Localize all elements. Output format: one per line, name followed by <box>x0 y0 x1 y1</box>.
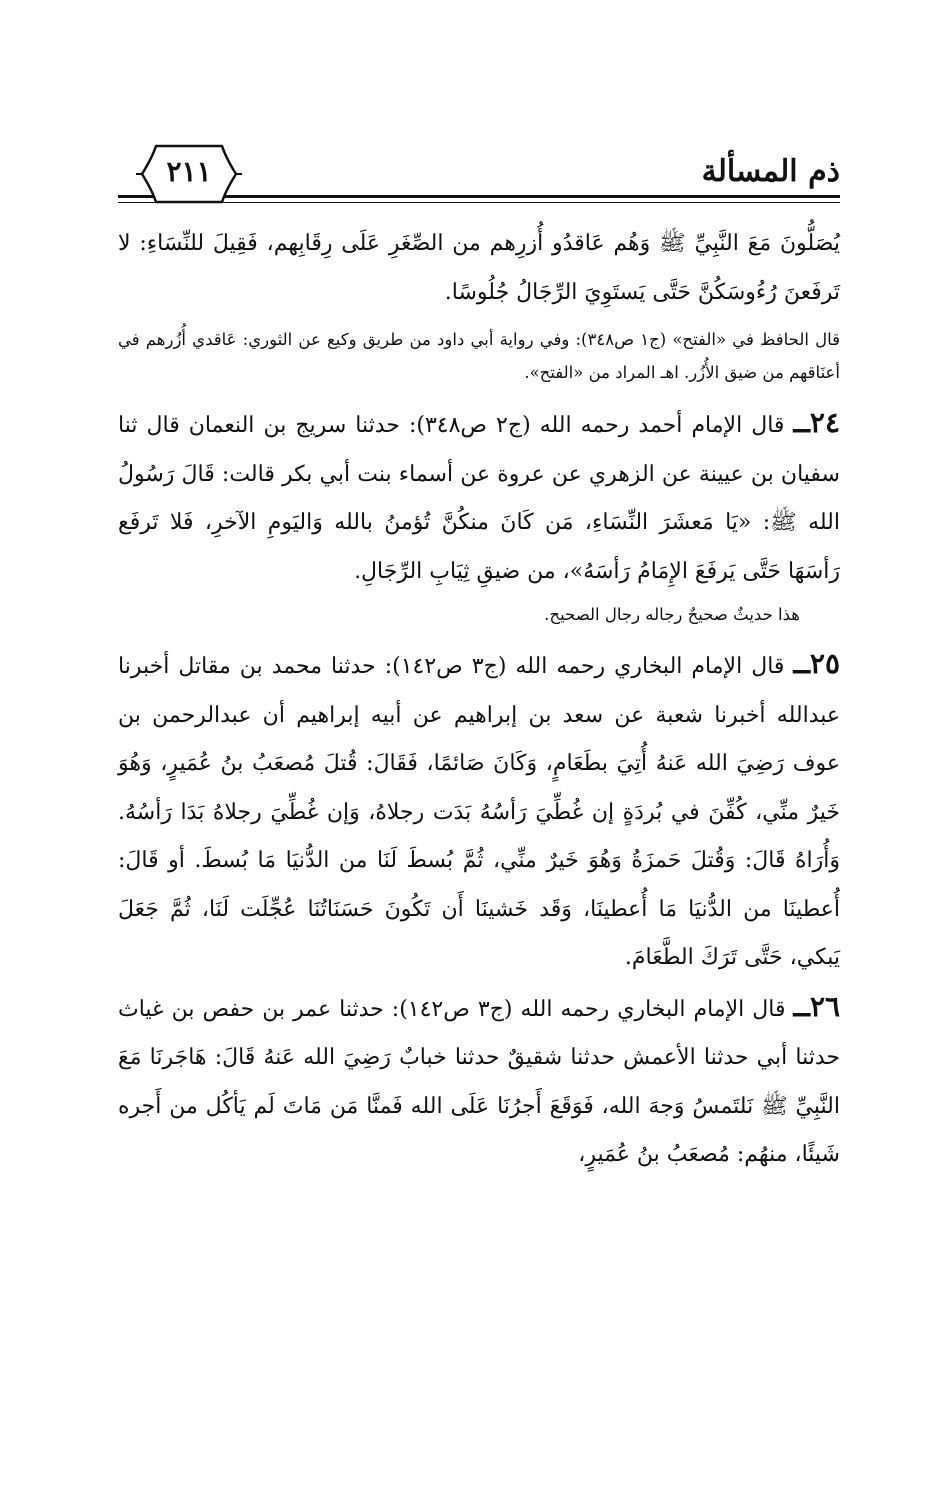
page-header <box>118 140 840 210</box>
page-number: ٢١١ <box>166 155 212 188</box>
footnote: قال الحافظ في «الفتح» (ج١ ص٣٤٨): وفي رواية أبي داود من طريق وكيع عن الثوري: عَاقدي أُزُرهم في أعنَاقهم من ضيق الأُزُر. اهـ المراد من «الفتح». <box>118 330 841 382</box>
book-page <box>118 0 840 1494</box>
hadith-24 <box>118 399 840 596</box>
hadith-text: قال الإمام البخاري رحمه الله (ج٣ ص١٤٢): حدثنا محمد بن مقاتل أخبرنا عبدالله أخبرنا شعبة عن سعد بن إبراهيم عن أبيه إبراهيم أن عبدالرحمن بن عوف رَضِيَ الله عَنهُ أُتِيَ بطَعَامٍ، وَكَانَ صَائمًا، فَقَالَ: قُتلَ مُصعَبُ بنُ عُمَيرٍ، وَهُوَ خَيرٌ منِّي، كُفِّنَ في بُردَةٍ إن غُطِّيَ رَأسُهُ بَدَت رجلاهُ، وَإن غُطِّيَ رجلاهُ بَدَا رَأسُهُ. وَأُرَاهُ قَالَ: وَقُتلَ حَمزَةُ وَهُوَ خَيرٌ منِّي، ثُمَّ بُسطَ لَنَا من الدُّنيَا مَا بُسطَ. أو قَالَ: أُعطينَا من الدُّنيَا مَا أُعطينَا، وَقَد خَشينَا أَن تَكُونَ حَسَنَاتُنَا عُجِّلَت لَنَا، ثُمَّ جَعَلَ يَبكي، حَتَّى تَرَكَ الطَّعَامَ. <box>118 654 840 970</box>
page-content <box>118 220 840 1180</box>
page-number-badge <box>136 140 242 208</box>
running-title: ذم المسألة <box>701 154 840 189</box>
hadith-number: ٢٥ــ <box>793 647 840 680</box>
paragraph: يُصَلُّونَ مَعَ النَّبِيِّ ﷺ وَهُم عَاقدُو أُزرِهم من الصِّغَرِ عَلَى رِقَابِهم، فَقِيلَ للنِّسَاءِ: لا تَرفَعنَ رُءُوسَكُنَّ حَتَّى يَستَوِيَ الرِّجَالُ جُلُوسًا. <box>118 231 840 305</box>
hadith-text: قال الإمام البخاري رحمه الله (ج٣ ص١٤٢): حدثنا عمر بن حفص بن غياث حدثنا أبي حدثنا الأعمش حدثنا شقيقٌ حدثنا خبابٌ رَضِيَ الله عَنهُ قَالَ: هَاجَرنَا مَعَ النَّبِيِّ ﷺ نَلتَمسُ وَجهَ الله، فَوَقَعَ أَجرُنَا عَلَى الله فَمنَّا مَن مَاتَ لَم يَأكُل من أَجره شَيئًا، منهُم: مُصعَبُ بنُ عُمَيرٍ، <box>118 996 840 1167</box>
hadith-text: قال الإمام أحمد رحمه الله (ج٢ ص٣٤٨): حدثنا سريج بن النعمان قال ثنا سفيان بن عيينة عن الزهري عن عروة عن أسماء بنت أبي بكر قالت: قَالَ رَسُولُ الله ﷺ: «يَا مَعشَرَ النِّسَاءِ، مَن كَانَ منكُنَّ تُؤمنُ بالله وَاليَومِ الآخرِ، فَلا تَرفَع رَأسَهَا حَتَّى يَرفَعَ الإِمَامُ رَأسَهُ»، من ضيقِ ثِيَابِ الرِّجَالِ. <box>118 413 840 584</box>
hadith-grade: هذا حديثٌ صحيحٌ رجاله رجال الصحيح. <box>544 605 800 624</box>
hadith-26 <box>118 983 840 1180</box>
hadith-25 <box>118 640 840 983</box>
hadith-number: ٢٦ــ <box>793 989 841 1023</box>
hadith-number: ٢٤ــ <box>793 406 840 439</box>
